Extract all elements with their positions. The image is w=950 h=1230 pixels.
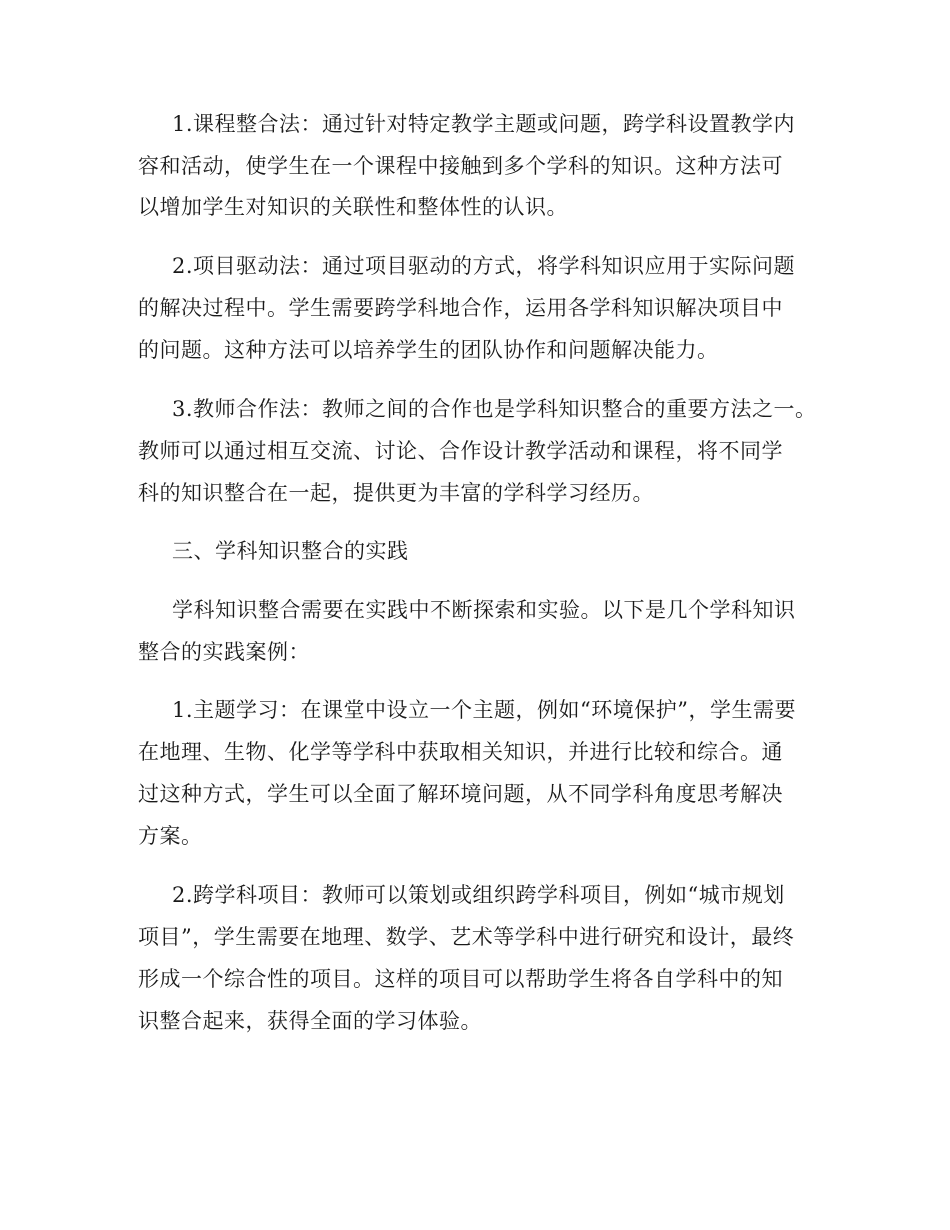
paragraph-5-line-4: 方案。 [138, 824, 203, 848]
paragraph-5-line-2: 在地理、生物、化学等学科中获取相关知识，并进行比较和综合。通 [138, 740, 783, 764]
paragraph-3-line-3: 科的知识整合在一起，提供更为丰富的学科学习经历。 [138, 481, 654, 505]
paragraph-2-line-2: 的解决过程中。学生需要跨学科地合作，运用各学科知识解决项目中 [138, 296, 783, 320]
paragraph-6-line-2: 项目”，学生需要在地理、数学、艺术等学科中进行研究和设计，最终 [138, 925, 795, 949]
paragraph-4-line-2: 整合的实践案例： [138, 640, 310, 664]
section-heading: 三、学科知识整合的实践 [172, 539, 409, 563]
paragraph-5-line-1: 1.主题学习：在课堂中设立一个主题，例如“环境保护”，学生需要 [172, 698, 797, 722]
paragraph-3-line-1: 3.教师合作法：教师之间的合作也是学科知识整合的重要方法之一。 [172, 397, 817, 421]
paragraph-1-line-2: 容和活动，使学生在一个课程中接触到多个学科的知识。这种方法可 [138, 154, 783, 178]
paragraph-6-line-1: 2.跨学科项目：教师可以策划或组织跨学科项目，例如“城市规划 [172, 883, 785, 907]
paragraph-3-line-2: 教师可以通过相互交流、讨论、合作设计教学活动和课程，将不同学 [138, 439, 783, 463]
paragraph-5-line-3: 过这种方式，学生可以全面了解环境问题，从不同学科角度思考解决 [138, 782, 783, 806]
paragraph-2-line-3: 的问题。这种方法可以培养学生的团队协作和问题解决能力。 [138, 338, 719, 362]
paragraph-4-line-1: 学科知识整合需要在实践中不断探索和实验。以下是几个学科知识 [172, 598, 796, 622]
paragraph-2-line-1: 2.项目驱动法：通过项目驱动的方式，将学科知识应用于实际问题 [172, 254, 796, 278]
paragraph-6-line-4: 识整合起来，获得全面的学习体验。 [138, 1009, 482, 1033]
paragraph-1-line-1: 1.课程整合法：通过针对特定教学主题或问题，跨学科设置教学内 [172, 112, 796, 136]
paragraph-1-line-3: 以增加学生对知识的关联性和整体性的认识。 [138, 195, 568, 219]
paragraph-6-line-3: 形成一个综合性的项目。这样的项目可以帮助学生将各自学科中的知 [138, 967, 783, 991]
